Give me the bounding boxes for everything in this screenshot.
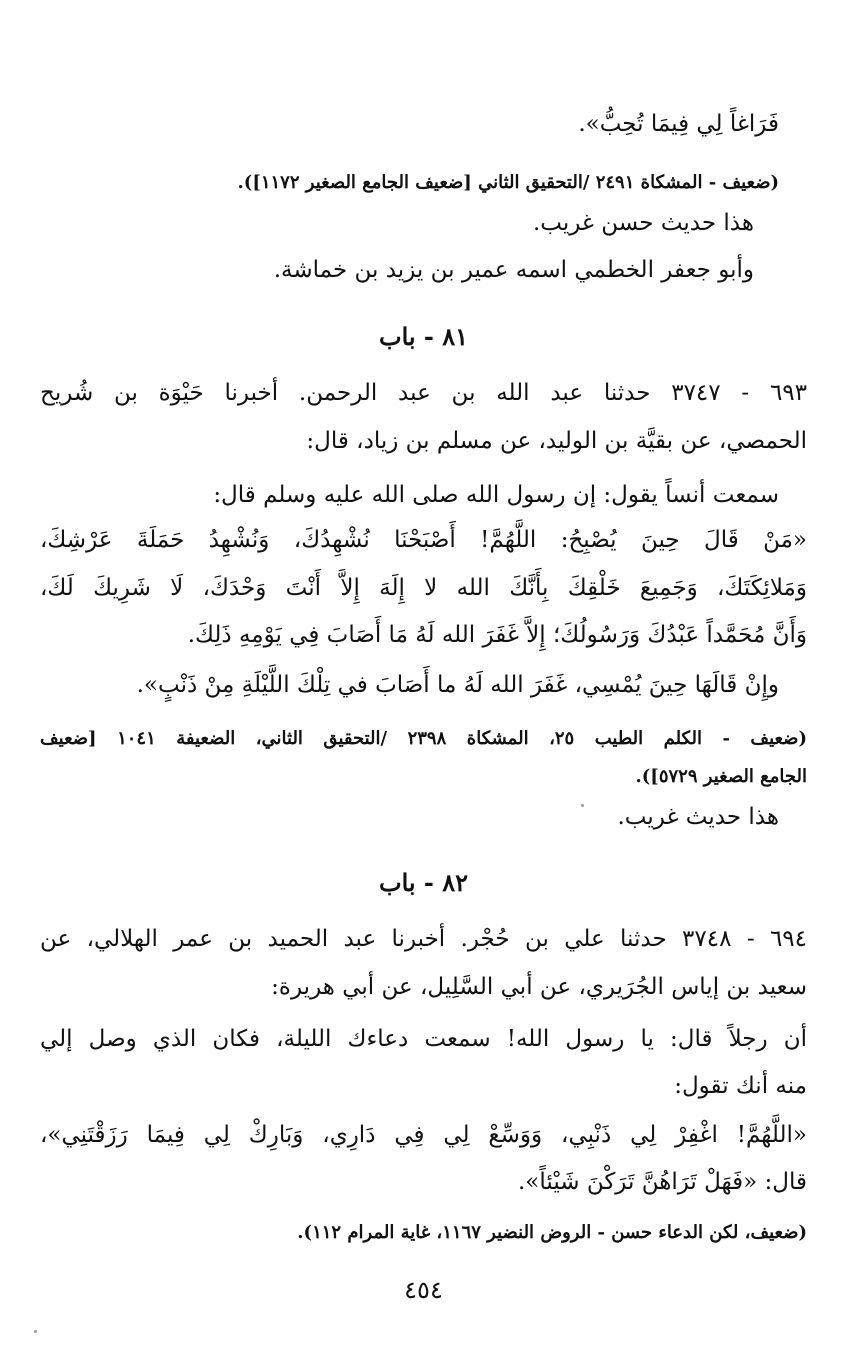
tirmidhi-comment: هذا حديث غريب. [617, 804, 779, 830]
hadith-text-line: سمعت أنساً يقول: إن رسول الله صلى الله عليه وسلم قال: [213, 482, 779, 508]
hadith-text-line: قال: «فَهَلْ تَرَاهُنَّ تَرَكْنَ شَيْئاً». [517, 1169, 807, 1195]
hadith-text-line: «اللَّهُمَّ! اغْفِرْ لِي ذَنْبِي، وَوَسِّعْ لِي فِي دَارِي، وَبَارِكْ لِي فِيمَا رَزَقْتَنِي»، [40, 1122, 807, 1148]
hadith-text-line: فَرَاغاً لِي فِيمَا تُحِبُّ». [578, 111, 779, 137]
hadith-text-line: أن رجلاً قال: يا رسول الله! سمعت دعاءك الليلة، فكان الذي وصل إلي [40, 1026, 807, 1052]
scan-speck [34, 1330, 37, 1333]
page-number: ٤٥٤ [404, 1276, 443, 1304]
hadith-text-line: وَمَلائِكَتَكَ، وَجَمِيعَ خَلْقِكَ بِأَنَّكَ الله لا إِلَهَ إِلاَّ أَنْتَ وَحْدَكَ، لَا شَرِيكَ لَكَ، [40, 575, 807, 601]
grading-note: (ضعيف - الكلم الطيب ٢٥، المشكاة ٢٣٩٨ /التحقيق الثاني، الضعيفة ١٠٤١ [ضعيف [40, 728, 807, 749]
hadith-text-line: «مَنْ قَالَ حِينَ يُصْبِحُ: اللَّهُمَّ! أَصْبَحْنَا نُشْهِدُكَ، وَنُشْهِدُ حَمَلَةَ عَرْشِكَ، [40, 527, 807, 553]
grading-note: الجامع الصغير ٥٧٢٩]). [635, 766, 807, 787]
hadith-text-line: الحمصي، عن بقيَّة بن الوليد، عن مسلم بن زياد، قال: [306, 428, 807, 454]
hadith-text-line: وإِنْ قَالَهَا حِينَ يُمْسِي، غَفَرَ الله لَهُ ما أَصَابَ في تِلْكَ اللَّيْلَةِ مِنْ ذَنْبٍ». [136, 672, 779, 698]
hadith-text-line: منه أنك تقول: [674, 1073, 807, 1099]
tirmidhi-comment: هذا حديث حسن غريب. [532, 210, 754, 236]
hadith-text-line: ٦٩٣ - ٣٧٤٧ حدثنا عبد الله بن عبد الرحمن. أخبرنا حَيْوَة بن شُريح [40, 380, 807, 406]
scan-speck [581, 804, 584, 807]
hadith-text-line: ٦٩٤ - ٣٧٤٨ حدثنا علي بن حُجْر. أخبرنا عبد الحميد بن عمر الهلالي، عن [40, 926, 807, 952]
narrator-note: وأبو جعفر الخطمي اسمه عمير بن يزيد بن خماشة. [273, 257, 754, 283]
grading-note: (ضعيف، لكن الدعاء حسن - الروض النضير ١١٦٧، غاية المرام ١١٢). [297, 1222, 807, 1243]
hadith-text-line: سعيد بن إياس الجُرَيري، عن أبي السَّلِيل، عن أبي هريرة: [271, 974, 807, 1000]
grading-note: (ضعيف - المشكاة ٢٤٩١ /التحقيق الثاني [ضعيف الجامع الصغير ١١٧٢]). [237, 172, 779, 193]
hadith-text-line: وَأَنَّ مُحَمَّداً عَبْدُكَ وَرَسُولُكَ؛ إِلاَّ غَفَرَ الله لَهُ مَا أَصَابَ فِي يَوْمِهِ ذَلِكَ. [187, 622, 807, 648]
chapter-heading: ٨٢ - باب [378, 868, 469, 897]
chapter-heading: ٨١ - باب [378, 322, 469, 351]
